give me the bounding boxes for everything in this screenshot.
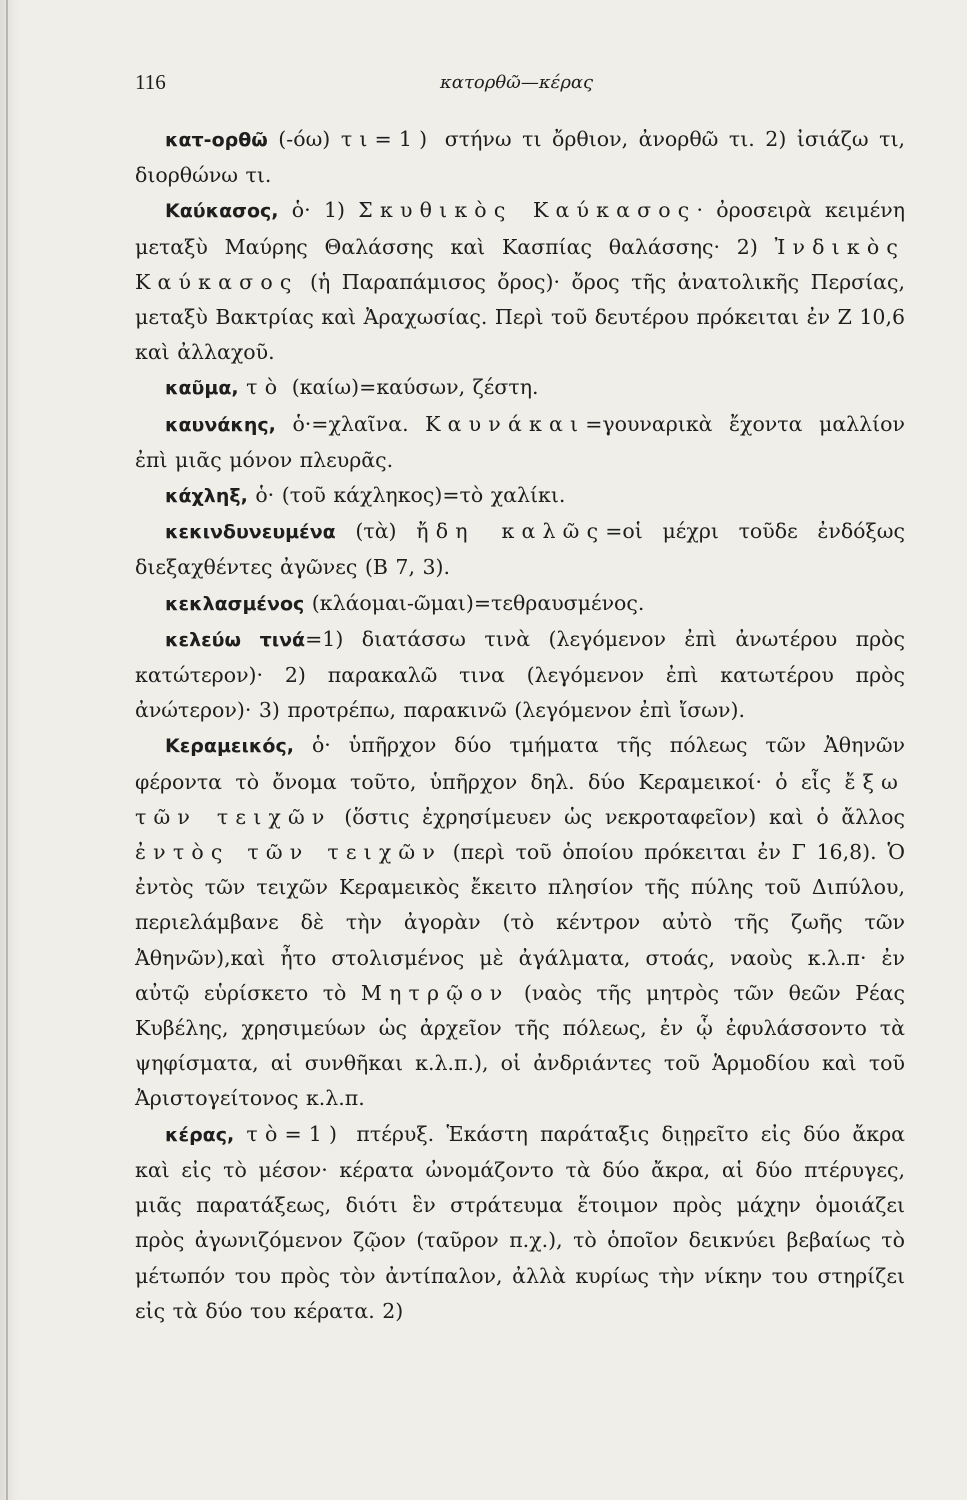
entry-spaced-term: ἔξω τῶν τειχῶν — [135, 769, 905, 829]
entry-headword: καῦμα, — [165, 377, 239, 400]
entry-headword: κεκλασμένος — [165, 592, 305, 615]
dictionary-entry — [135, 586, 905, 622]
dictionary-entry — [135, 478, 905, 514]
entry-spaced-term: τὸ=1) — [246, 1121, 345, 1146]
entry-text: ὁ· ὑπῆρχον δύο τμήματα τῆς πόλεως τῶν Ἀθηνῶν φέροντα τὸ ὄνομα τοῦτο, ὑπῆρχον δηλ. δύο Κεραμεικοί· ὁ εἷς — [135, 733, 905, 794]
entry-spaced-term: Σκυθικὸς Καύκασος — [358, 198, 697, 223]
entry-text: ὁ· 1) — [278, 198, 359, 223]
binding-edge — [6, 0, 8, 1500]
dictionary-entry — [135, 193, 905, 370]
running-head: κατορθῶ—κέρας — [440, 72, 594, 93]
dictionary-entry — [135, 1117, 905, 1329]
entry-spaced-term: ἐντὸς τῶν τειχῶν — [135, 840, 442, 865]
dictionary-entry — [135, 514, 905, 585]
entry-spaced-term: Μητρῷον — [360, 980, 510, 1005]
dictionary-entries — [135, 122, 905, 1329]
entry-headword: κέρας, — [165, 1123, 235, 1146]
entry-headword: καυνάκης, — [165, 413, 276, 436]
entry-text: ὁ· (τοῦ κάχληκος)=τὸ χαλίκι. — [247, 483, 566, 508]
entry-spaced-term: τὸ — [246, 375, 285, 400]
dictionary-entry — [135, 407, 905, 478]
page-number: 116 — [135, 70, 166, 94]
entry-spaced-term: Ἰνδικὸς Καύκασος — [135, 234, 905, 294]
entry-headword: κεκινδυνευμένα — [165, 521, 336, 544]
entry-headword: Καύκασος, — [165, 200, 279, 223]
entry-text: · ὀροσειρὰ κειμένη μεταξὺ Μαύρης Θαλάσσης καὶ Κασπίας θαλάσσης· 2) — [135, 198, 906, 259]
entry-text: (τὰ) — [335, 519, 417, 544]
entry-text: (-όω) — [267, 127, 341, 151]
entry-text: στήνω τι ὄρθιον, ἀνορθῶ τι. 2) ἰσιάζω τι, διορθώνω τι. — [135, 127, 905, 188]
dictionary-entry — [135, 728, 905, 1116]
entry-text: ὁ·=χλαῖνα. — [275, 411, 426, 436]
dictionary-entry — [135, 370, 905, 406]
entry-text: =1) διατάσσω τινὰ (λεγόμενον ἐπὶ ἀνωτέρου πρὸς κατώτερον)· 2) παρακαλῶ τινα (λεγόμενον ἐπὶ κατωτέρου πρὸς ἀνώτερον)· 3) προτρέπω, παρακινῶ (λεγόμενον ἐπὶ ἴσων). — [135, 626, 905, 723]
entry-text: (κλάομαι-ῶμαι)=τεθραυσμένος. — [304, 590, 645, 615]
entry-headword: κελεύω τινά — [165, 628, 306, 651]
entry-text: =γουναρικὰ ἔχοντα μαλλίον ἐπὶ μιᾶς μόνον πλευρᾶς. — [135, 411, 905, 472]
entry-text: (ναὸς τῆς μητρὸς τῶν θεῶν Ρέας Κυβέλης, χρησιμεύων ὡς ἀρχεῖον τῆς πόλεως, ἐν ᾧ ἐφυλάσσοντο τὰ ψηφίσματα, αἱ συνθῆκαι κ.λ.π.), οἱ ἀνδριάντες τοῦ Ἁρμοδίου καὶ τοῦ Ἀριστογείτονος κ.λ.π. — [135, 980, 905, 1111]
entry-text: (ὅστις ἐχρησίμευεν ὡς νεκροταφεῖον) καὶ ὁ ἄλλος — [331, 804, 905, 829]
entry-headword: κάχληξ, — [165, 485, 248, 508]
entry-text: πτέρυξ. Ἑκάστη παράταξις διῃρεῖτο εἰς δύο ἄκρα καὶ εἰς τὸ μέσον· κέρατα ὠνομάζοντο τὰ δύο ἄκρα, αἱ δύο πτέρυγες, μιᾶς παρατάξεως, διότι ἓν στράτευμα ἕτοιμον πρὸς μάχην ὁμοιάζει πρὸς ἀγωνιζόμενον ζῷον (ταῦρον π.χ.), τὸ ὁποῖον δεικνύει βεβαίως τὸ μέτωπόν του πρὸς τὸν ἀντίπαλον, ἀλλὰ κυρίως τὴν νίκην του στηρίζει εἰς τὰ δύο του κέρατα. 2) — [135, 1121, 905, 1323]
entry-headword: κατ-ορθῶ — [165, 129, 268, 151]
entry-spaced-term: Καυνάκαι — [425, 411, 586, 436]
entry-spaced-term: ἤδη καλῶς — [416, 519, 606, 544]
dictionary-entry — [135, 122, 905, 193]
entry-text: (ἡ Παραπάμισος ὄρος)· ὄρος τῆς ἀνατολικῆς Περσίας, μεταξὺ Βακτρίας καὶ Ἀραχωσίας. Περὶ τοῦ δευτέρου πρόκειται ἐν Ζ 10,6 καὶ ἀλλαχοῦ. — [135, 269, 905, 365]
dictionary-entry — [135, 622, 905, 729]
entry-text: (καίω)=καύσων, ζέστη. — [284, 375, 539, 400]
entry-text: =οἱ μέχρι τοῦδε ἐνδόξως διεξαχθέντες ἀγῶνες (Β 7, 3). — [135, 519, 905, 580]
entry-text: (περὶ τοῦ ὁποίου πρόκειται ἐν Γ 16,8). Ὁ ἐντὸς τῶν τειχῶν Κεραμεικὸς ἔκειτο πλησίον τῆς πύλης τοῦ Διπύλου, περιελάμβανε δὲ τὴν ἀγορὰν (τὸ κέντρον αὐτὸ τῆς ζωῆς τῶν Ἀθηνῶν),καὶ ἦτο στολισμένος μὲ ἀγάλματα, στοάς, ναοὺς κ.λ.π· ἐν αὐτῷ εὑρίσκετο τὸ — [135, 840, 905, 1005]
page-header — [135, 70, 910, 100]
entry-spaced-term: τι=1) — [340, 127, 435, 151]
entry-text — [234, 1122, 246, 1146]
entry-headword: Κεραμεικός, — [165, 735, 294, 758]
